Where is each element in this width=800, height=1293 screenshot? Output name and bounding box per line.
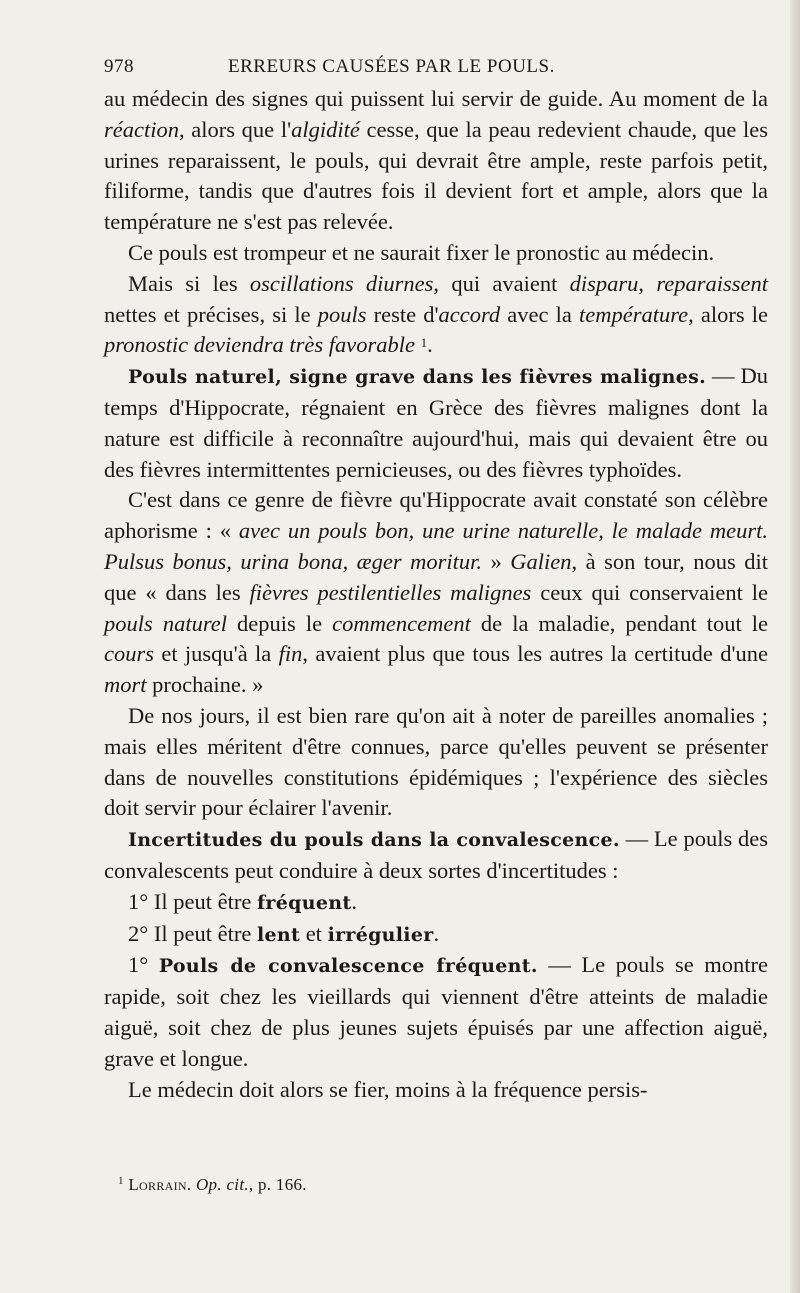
text-run: 1° Il peut être (128, 888, 257, 914)
text-run: — Le pouls des convalescents peut conduire à deux sortes d'incertitudes : (104, 826, 769, 883)
italic-text: réaction (104, 116, 179, 142)
italic-text: oscillations diurnes (249, 270, 434, 296)
italic-text: pronostic deviendra très favorable (104, 332, 415, 358)
text-run: Le médecin doit alors se fier, moins à la fréquence persis- (128, 1076, 648, 1102)
running-head (104, 56, 604, 78)
text-run: au médecin des signes qui puissent lui servir de guide. Au moment de la (104, 86, 768, 111)
text-run: — Le pouls se montre rapide, soit chez les vieillards qui viennent d'être atteints de maladie aiguë, soit chez de plus jeunes sujets épuisés par une affection aiguë, grave et longue. (104, 952, 769, 1071)
text-run: prochaine. » (146, 672, 264, 698)
paragraph (104, 887, 768, 919)
bold-heading: fréquent (256, 891, 352, 914)
text-run: reste d' (366, 301, 439, 327)
body-text (104, 84, 768, 1105)
text-run: 1° (128, 952, 159, 978)
bold-heading: lent (256, 923, 301, 946)
text-run: » (482, 548, 511, 574)
text-run: — Du temps d'Hippocrate, régnaient en Grèce des fièvres malignes dont la nature est difficile à reconnaître aujourd'hui, mais qui devaient être ou des fièvres intermittentes pernicieuses, ou des fièvres typhoïdes. (104, 363, 769, 482)
paragraph (104, 238, 768, 269)
text-run: . (351, 888, 358, 914)
italic-text: Galien (510, 548, 572, 574)
italic-text: accord (438, 301, 501, 327)
text-run: . (433, 920, 440, 946)
text-run: , alors que l' (178, 116, 292, 142)
footnote-author: Lorrain. (128, 1175, 192, 1195)
text-run (415, 332, 421, 357)
italic-text: température (579, 301, 689, 327)
text-run: , (638, 270, 657, 296)
italic-text: commencement (332, 610, 471, 636)
italic-text: algidité (291, 116, 360, 142)
italic-text: cours (104, 641, 154, 667)
running-title: ERREURS CAUSÉES PAR LE POULS. (228, 56, 555, 77)
page-edge-shadow (790, 0, 800, 1293)
text-run: et (300, 920, 328, 946)
footnote-reference: 1 (420, 335, 428, 351)
footnote-ref: Op. cit. (195, 1175, 249, 1195)
footnote-marker: 1 (118, 1175, 124, 1188)
text-run: nettes et précises, si le (104, 301, 318, 327)
paragraph (104, 269, 768, 361)
text-run: , à son tour, nous dit que « dans les (104, 548, 768, 605)
text-run: Ce pouls est trompeur et ne saurait fixer le pronostic au médecin. (128, 239, 715, 265)
italic-text: fin (278, 641, 303, 667)
text-run: avec la (500, 301, 580, 327)
paragraph (104, 485, 768, 701)
text-run: cesse, que la peau redevient chaude, que les urines reparaissent, le pouls, qui devrait être ample, reste parfois petit, filiforme, tandis que d'autres fois il devient fort et ample, alors que la température ne s'est pas relevée. (104, 116, 768, 235)
bold-heading: Pouls de convalescence fréquent. (158, 955, 538, 978)
paragraph (104, 824, 768, 887)
italic-text: pouls (317, 301, 367, 327)
text-run: , alors le (688, 301, 769, 327)
bold-heading: irrégulier (327, 923, 434, 946)
text-run: Mais si les (128, 270, 250, 296)
italic-text: avec un pouls bon, une urine naturelle, le malade meurt. Pulsus bonus, urina bona, æger moritur. (104, 518, 768, 574)
italic-text: fièvres pestilentielles malignes (249, 579, 532, 605)
bold-heading: Incertitudes du pouls dans la convalescence. (128, 829, 620, 852)
text-run: De nos jours, il est bien rare qu'on ait à noter de pareilles anomalies ; mais elles méritent d'être connues, parce qu'elles peuvent se présenter dans de nouvelles constitutions épidémiques ; l'expérience des siècles doit servir pour éclairer l'avenir. (104, 702, 768, 821)
text-run: , qui avaient (433, 270, 570, 296)
paragraph (104, 701, 768, 824)
text-run: depuis le (226, 610, 333, 636)
text-run: ceux qui conservaient le (531, 579, 768, 605)
text-run: 2° Il peut être (128, 920, 257, 946)
italic-text: disparu (569, 270, 639, 296)
italic-text: reparaissent (656, 270, 768, 296)
italic-text: pouls naturel (104, 610, 227, 636)
paragraph (104, 84, 768, 238)
paragraph (104, 1075, 768, 1106)
footnote-page: , p. 166. (248, 1175, 307, 1195)
text-run: et jusqu'à la (154, 641, 279, 667)
text-run: C'est dans ce genre de fièvre qu'Hippocrate avait constaté son célèbre aphorisme : « (104, 487, 768, 544)
text-run: , avaient plus que tous les autres la certitude d'une (302, 641, 768, 667)
italic-text: mort (104, 672, 147, 698)
footnote (104, 1175, 768, 1195)
text-run: . (427, 332, 433, 358)
paragraph (104, 361, 768, 485)
paragraph (104, 919, 768, 951)
page-number: 978 (104, 56, 134, 77)
bold-heading: Pouls naturel, signe grave dans les fièvres malignes. (128, 366, 707, 389)
paragraph (104, 950, 768, 1074)
text-run: de la maladie, pendant tout le (470, 610, 768, 636)
